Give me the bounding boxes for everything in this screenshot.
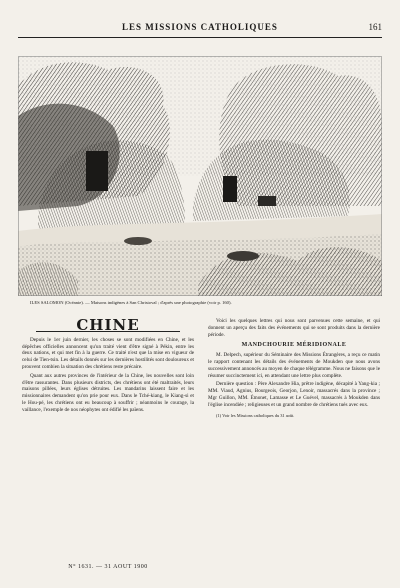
- issue-footer: N° 1631. — 31 AOUT 1900: [68, 564, 148, 570]
- left-column: [22, 318, 194, 416]
- engraving-illustration: [18, 56, 382, 296]
- illustration-caption: ILES SALOMON (Océanie). — Maisons indigènes à San Christoval ; d'après une photographie (voir p. 160).: [30, 300, 232, 305]
- left-paragraph: Quant aux autres provinces de l'intérieur de la Chine, les nouvelles sont loin d'être rassurantes. Dans plusieurs districts, des chrétiens ont été maltraités, leurs maisons pillées, leurs églises détruites. Les mandarins laissent faire et les missionnaires demandent qu'on prie pour eux. Dans le Tché-kiang, le Kiang-si et le Hou-pé, les chrétiens ont eu beaucoup à souffrir ; néanmoins le courage, la vaillance, l'exemple de nos néophytes ont édifié les païens.: [22, 372, 194, 413]
- left-paragraph: Depuis le 1er juin dernier, les choses se sont modifiées en Chine, et les dépêches officielles annoncent qu'un traité vient d'être signé à Pékin, entre les deux nations, et qui met fin à la guerre. Ce traité n'est que la mise en vigueur de celui de Tien-tsin. Les détails donnés sur les dernières hostilités sont douloureux et prouvent combien la situation des chrétiens reste précaire.: [22, 336, 194, 370]
- running-title: LES MISSIONS CATHOLIQUES: [122, 22, 278, 32]
- right-intro: Voici les quelques lettres qui nous sont parvenues cette semaine, et qui donnent un aperçu des faits des événements qui se sont produits dans la dernière période.: [208, 318, 380, 338]
- right-paragraph: Dernière question : Père Alexandre Hia, prêtre indigène, décapité à Yang-kia ; MM. Viaud, Agnius, Bourgeois, Georjon, Lenoir, massacrés dans la province ; Mgr Guillon, MM. Émonet, Lamasse et Le Guével, massacrés à Moukden dans l'église incendiée ; religieuses et un grand nombre de chrétiens tués avec eux.: [208, 381, 380, 408]
- right-column: [208, 318, 380, 418]
- header-rule: [18, 37, 382, 38]
- right-hut-doorway: [223, 176, 237, 202]
- footnote: (1) Voir les Missions catholiques du 31 août.: [216, 412, 295, 418]
- subheading-mandchourie: MANDCHOURIE MÉRIDIONALE: [241, 342, 347, 349]
- right-paragraph: M. Delpech, supérieur du Séminaire des Missions Étrangères, a reçu ce matin le rapport contenant les détails des événements de Moukden que nous avons successivement annoncés au moyen de chaque télégramme. Nous ne faisons que le résumer succinctement ici, en attendant une lettre plus complète.: [208, 352, 380, 379]
- page-header: [18, 22, 382, 36]
- section-title-chine: CHINE: [76, 316, 140, 334]
- left-hut-doorway: [86, 151, 108, 191]
- page-number: 161: [368, 22, 382, 32]
- engraving-svg: [18, 56, 382, 296]
